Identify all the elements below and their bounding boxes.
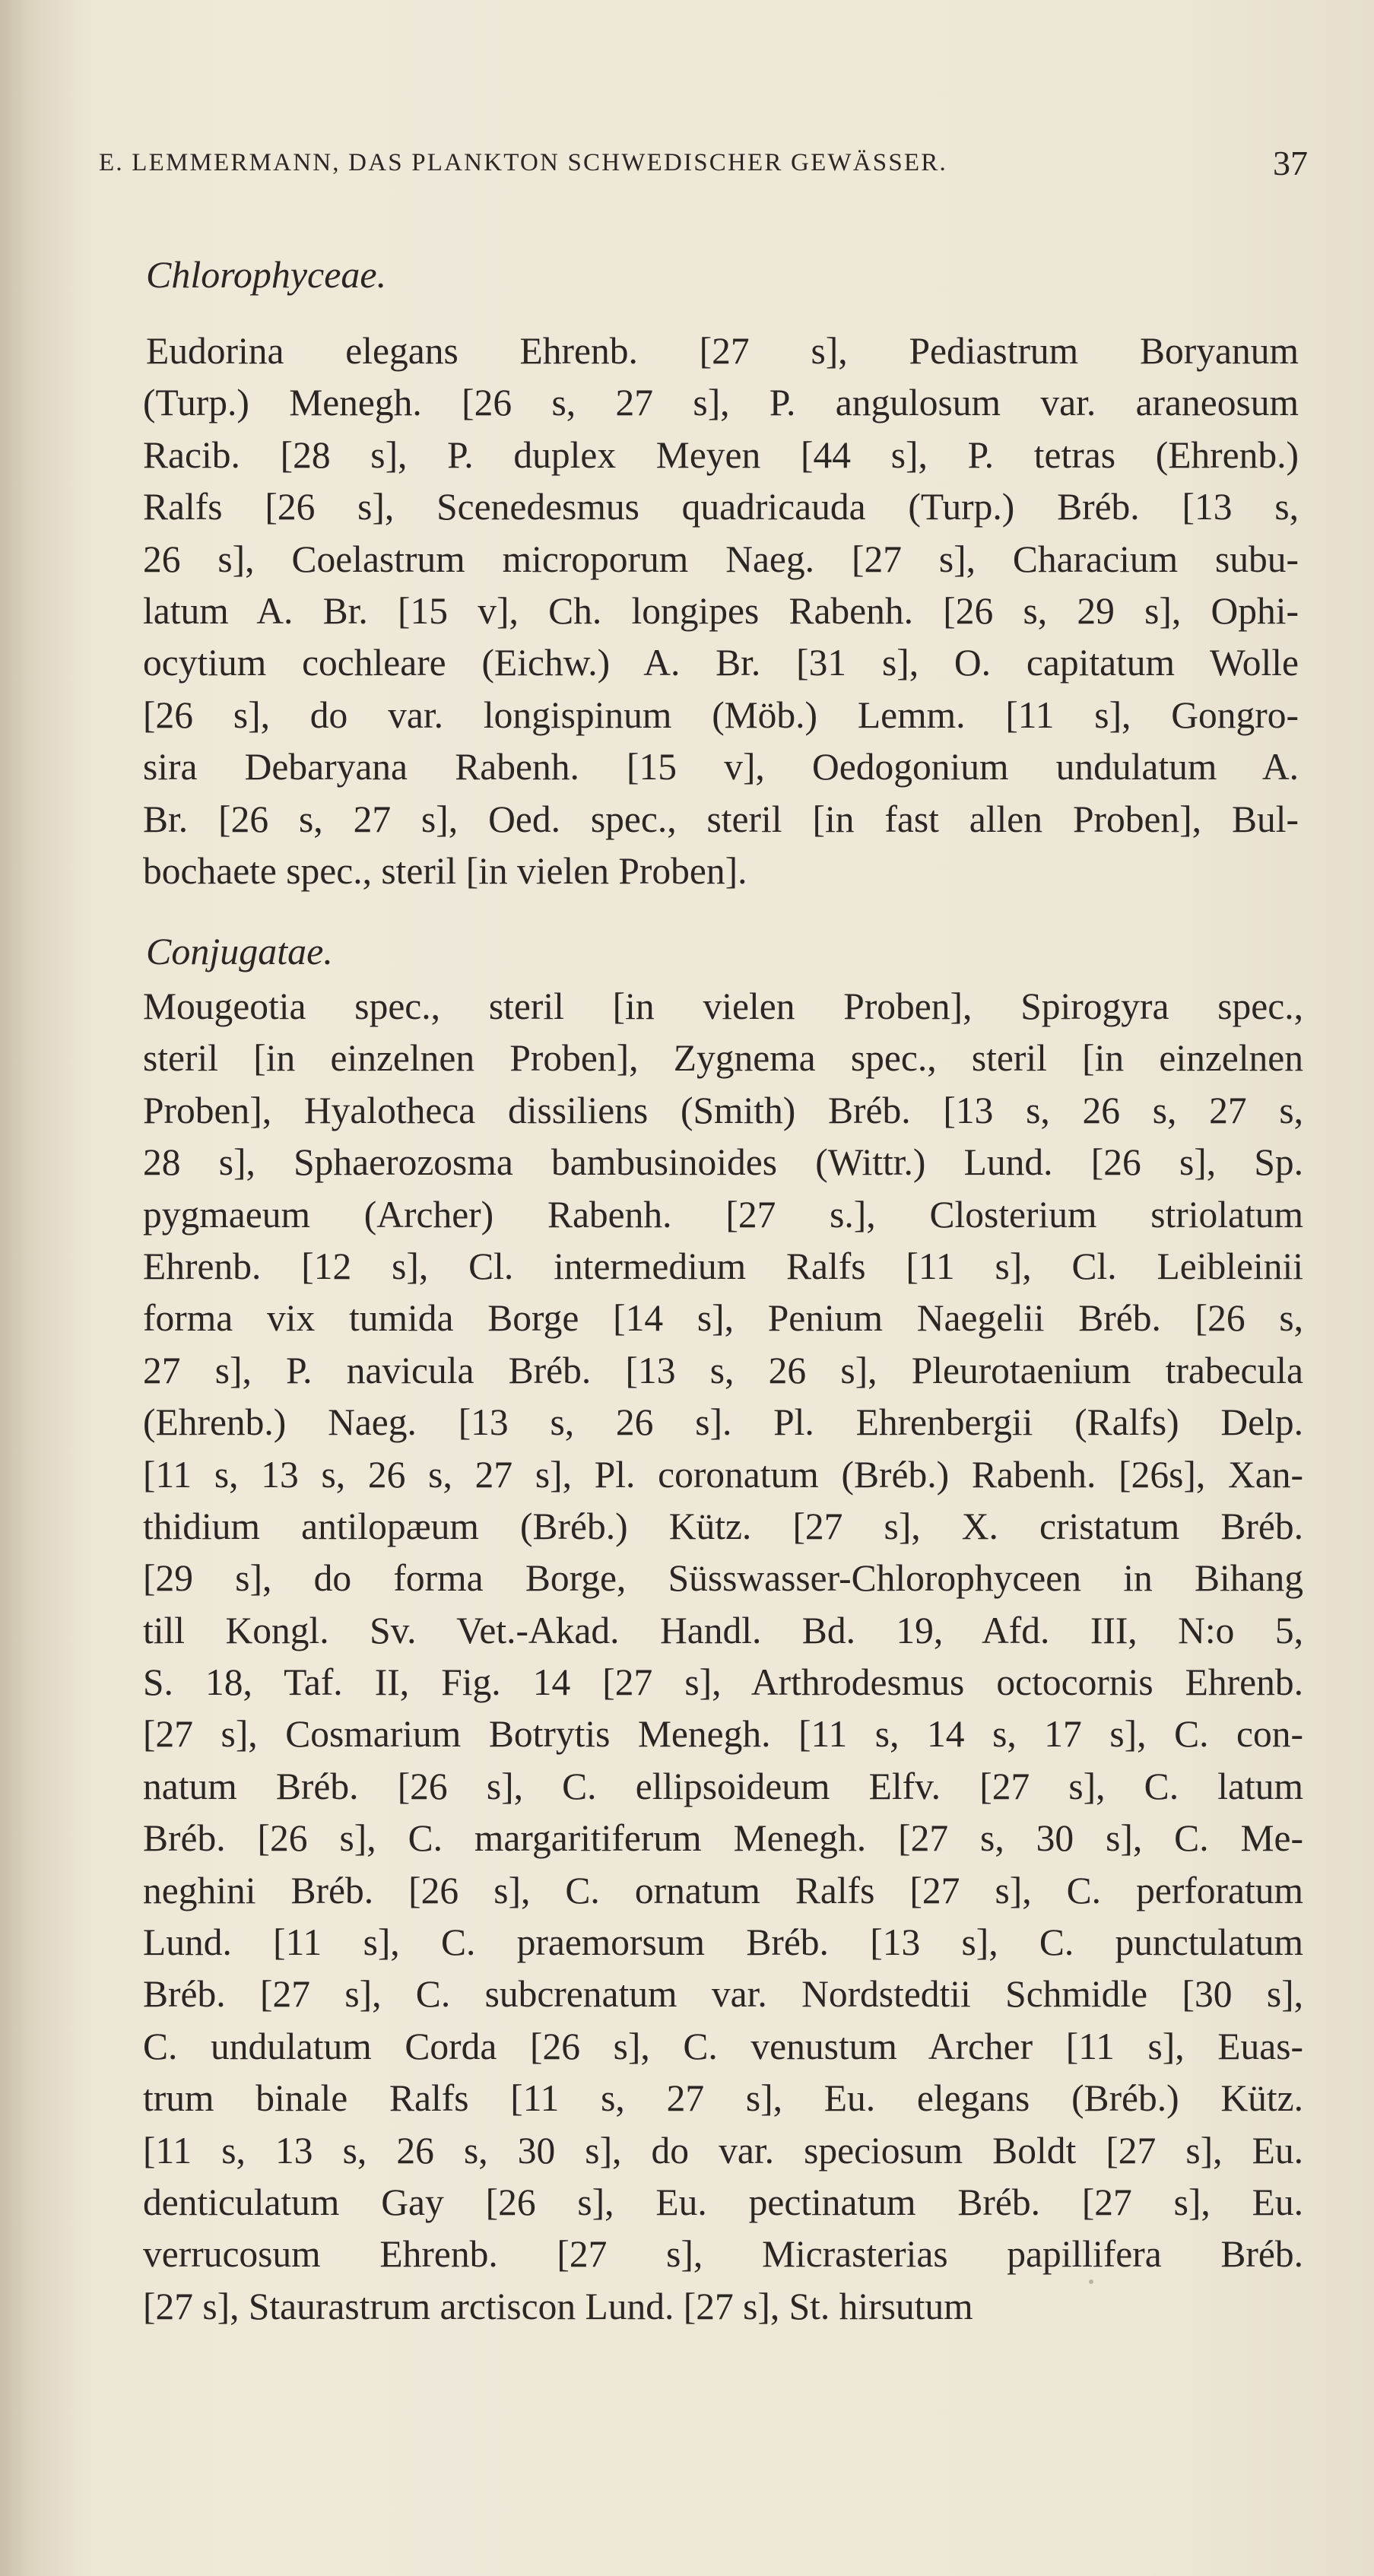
- text-line: Eudorina elegans Ehrenb. [27 s], Pediastrum Boryanum: [146, 330, 1299, 372]
- text-line: [11 s, 13 s, 26 s, 27 s], Pl. coronatum (Bréb.) Rabenh. [26s], Xan-: [143, 1453, 1303, 1496]
- running-head: E. LEMMERMANN, DAS PLANKTON SCHWEDISCHER GEWÄSSER.: [99, 149, 947, 176]
- text-line: forma vix tumida Borge [14 s], Penium Naegelii Bréb. [26 s,: [143, 1297, 1303, 1340]
- text-line: (Turp.) Menegh. [26 s, 27 s], P. angulosum var. araneosum: [143, 382, 1299, 424]
- section-heading-chlorophyceae: Chlorophyceae.: [146, 253, 387, 296]
- text-line: neghini Bréb. [26 s], C. ornatum Ralfs [27 s], C. perforatum: [143, 1869, 1303, 1911]
- text-line: thidium antilopæum (Bréb.) Kütz. [27 s], X. cristatum Bréb.: [143, 1505, 1303, 1547]
- paragraph-chlorophyceae: [143, 325, 1299, 897]
- text-line: Mougeotia spec., steril [in vielen Proben], Spirogyra spec.,: [143, 985, 1303, 1027]
- text-line: natum Bréb. [26 s], C. ellipsoideum Elfv. [27 s], C. latum: [143, 1765, 1303, 1807]
- text-line: pygmaeum (Archer) Rabenh. [27 s.], Closterium striolatum: [143, 1193, 1303, 1236]
- text-line: Bréb. [27 s], C. subcrenatum var. Nordstedtii Schmidle [30 s],: [143, 1973, 1303, 2016]
- text-line: Br. [26 s, 27 s], Oed. spec., steril [in fast allen Proben], Bul-: [143, 798, 1299, 840]
- text-line: 26 s], Coelastrum microporum Naeg. [27 s], Characium subu-: [143, 538, 1299, 580]
- text-line: [11 s, 13 s, 26 s, 30 s], do var. speciosum Boldt [27 s], Eu.: [143, 2129, 1303, 2172]
- text-line: Ralfs [26 s], Scenedesmus quadricauda (Turp.) Bréb. [13 s,: [143, 486, 1299, 528]
- paragraph-conjugatae: [143, 981, 1303, 2333]
- text-line: Ehrenb. [12 s], Cl. intermedium Ralfs [11 s], Cl. Leibleinii: [143, 1245, 1303, 1287]
- text-line: Racib. [28 s], P. duplex Meyen [44 s], P. tetras (Ehrenb.): [143, 433, 1299, 476]
- text-line: verrucosum Ehrenb. [27 s], Micrasterias papillifera Bréb.: [143, 2233, 1303, 2276]
- page-header: [99, 143, 1308, 189]
- text-line: denticulatum Gay [26 s], Eu. pectinatum Bréb. [27 s], Eu.: [143, 2181, 1303, 2223]
- text-line: till Kongl. Sv. Vet.-Akad. Handl. Bd. 19, Afd. III, N:o 5,: [143, 1609, 1303, 1651]
- text-line: [29 s], do forma Borge, Süsswasser-Chlorophyceen in Bihang: [143, 1557, 1303, 1600]
- text-line: steril [in einzelnen Proben], Zygnema spec., steril [in einzelnen: [143, 1037, 1303, 1080]
- page-number: 37: [1273, 144, 1308, 182]
- text-line: [27 s], Cosmarium Botrytis Menegh. [11 s, 14 s, 17 s], C. con-: [143, 1713, 1303, 1756]
- text-line: [26 s], do var. longispinum (Möb.) Lemm. [11 s], Gongro-: [143, 693, 1299, 736]
- text-line: latum A. Br. [15 v], Ch. longipes Rabenh. [26 s, 29 s], Ophi-: [143, 589, 1299, 632]
- text-line: Lund. [11 s], C. praemorsum Bréb. [13 s], C. punctulatum: [143, 1921, 1303, 1964]
- text-line: 28 s], Sphaerozosma bambusinoides (Wittr.) Lund. [26 s], Sp.: [143, 1141, 1303, 1184]
- text-line: ocytium cochleare (Eichw.) A. Br. [31 s], O. capitatum Wolle: [143, 642, 1299, 684]
- text-line: [27 s], Staurastrum arctiscon Lund. [27 s], St. hirsutum: [143, 2285, 973, 2327]
- section-heading-conjugatae: Conjugatae.: [146, 930, 333, 972]
- text-line: trum binale Ralfs [11 s, 27 s], Eu. elegans (Bréb.) Kütz.: [143, 2077, 1303, 2120]
- text-line: sira Debaryana Rabenh. [15 v], Oedogonium undulatum A.: [143, 746, 1299, 788]
- text-line: bochaete spec., steril [in vielen Proben].: [143, 849, 747, 892]
- text-line: Proben], Hyalotheca dissiliens (Smith) Bréb. [13 s, 26 s, 27 s,: [143, 1089, 1303, 1131]
- paper-speck: [1089, 2279, 1093, 2284]
- text-line: C. undulatum Corda [26 s], C. venustum Archer [11 s], Euas-: [143, 2025, 1303, 2067]
- text-line: S. 18, Taf. II, Fig. 14 [27 s], Arthrodesmus octocornis Ehrenb.: [143, 1661, 1303, 1704]
- text-line: Bréb. [26 s], C. margaritiferum Menegh. [27 s, 30 s], C. Me-: [143, 1817, 1303, 1860]
- text-line: 27 s], P. navicula Bréb. [13 s, 26 s], Pleurotaenium trabecula: [143, 1349, 1303, 1391]
- text-line: (Ehrenb.) Naeg. [13 s, 26 s]. Pl. Ehrenbergii (Ralfs) Delp.: [143, 1401, 1303, 1444]
